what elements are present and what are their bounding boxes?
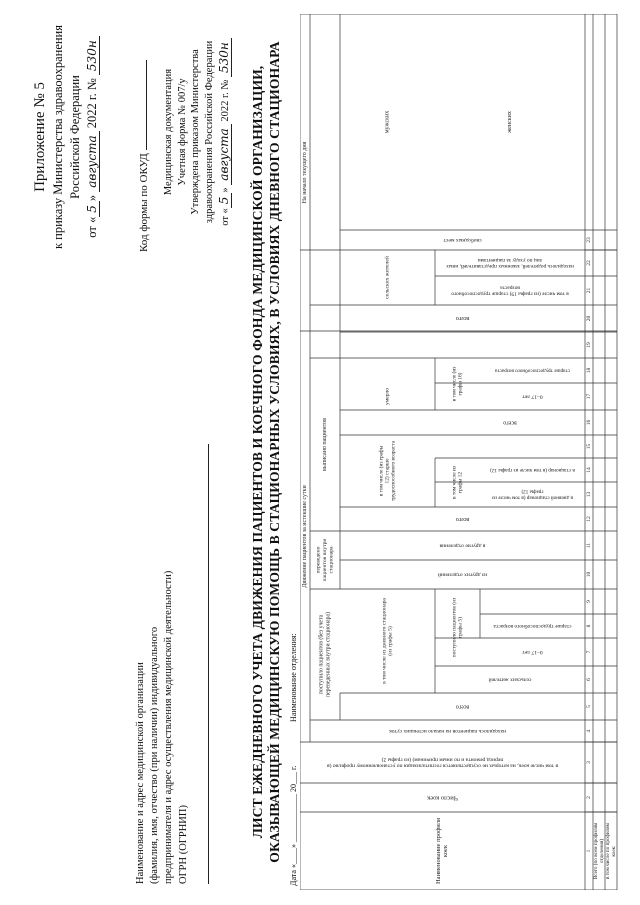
medform-day: 5 xyxy=(217,193,232,209)
header-transferred: переведенопациентов внутристационара xyxy=(315,538,335,582)
ogrn-label: ОГРН (ОГРНИП) xyxy=(177,805,189,884)
header-died-0-17: 0–17 лет xyxy=(522,393,543,400)
header-current-day: На начало текущего дня xyxy=(302,141,309,204)
column-number: 13 xyxy=(586,491,593,498)
header-current-total: всего xyxy=(455,314,470,321)
header-caretakers: находилось родителей, законных представителей, иныхлиц по уходу за пациентами xyxy=(446,256,574,269)
header-admitted-sub: поступило пациентов (изграфы 5) xyxy=(451,597,465,658)
header-free-places: свободных мест xyxy=(443,236,482,243)
form-title xyxy=(250,12,284,892)
form-sheet xyxy=(12,12,627,892)
movement-table xyxy=(300,14,620,890)
header-died-older: старше трудоспособного возраста xyxy=(494,367,571,374)
column-number: 5 xyxy=(586,705,593,708)
appendix-month: августа xyxy=(85,131,100,191)
org-fill-line[interactable] xyxy=(194,444,209,884)
header-discharged: выписано пациентов xyxy=(322,418,329,471)
column-number: 19 xyxy=(586,342,593,348)
column-number: 23 xyxy=(586,237,593,243)
column-number: 1 xyxy=(586,849,593,853)
medform-date-line: от «5» августа 2022 г. № 530н xyxy=(217,17,233,247)
header-beds-unavailable: в том числе коек, на которых не осуществляется госпитализация по установленному профилю (впериод ремонта и по иным причинам) (из графы 2) xyxy=(326,755,559,769)
organization-block xyxy=(134,444,209,884)
header-discharged-day: в дневной стационар (в том числе изграфы 12) xyxy=(492,488,573,501)
column-number: 22 xyxy=(586,260,593,266)
header-at-start: находилось пациентов на начало истекших суток xyxy=(388,727,507,734)
column-number: 11 xyxy=(586,542,593,549)
medform-month: августа xyxy=(217,124,232,184)
header-profile: Наименование профилякоек xyxy=(435,817,450,885)
header-discharged-hospital: в стационар (в том числе из графы 12) xyxy=(490,466,575,473)
header-from-day-hospital: в том числе из дневного стационара(из графы 5) xyxy=(381,598,395,684)
medform-order-number: 530н xyxy=(217,38,232,77)
column-number: 3 xyxy=(586,761,593,764)
org-name-label: Наименование и адрес медицинской организации xyxy=(135,662,146,884)
column-number: 20 xyxy=(586,315,593,322)
header-from-other: из других отделений xyxy=(437,571,488,578)
row-total: Всего (по всем профилямотделения) xyxy=(593,822,606,880)
header-to-other: в другие отделения xyxy=(439,542,486,549)
header-discharged-older: в том числе (из графы12) старшетрудоспособного возраста xyxy=(378,440,397,502)
column-number: 15 xyxy=(586,443,593,450)
header-died-sub: в том числе (изграфы 16) xyxy=(451,366,464,402)
header-0-17: 0–17 лет xyxy=(522,648,543,655)
column-number: 10 xyxy=(586,571,593,578)
department-line: Наименование отделения: xyxy=(289,633,298,722)
row-by-profile: в том числе по профилямкоек: xyxy=(605,823,618,879)
column-number: 9 xyxy=(586,600,593,603)
header-admitted: поступило пациентов (без учетапереведенных внутри стационара) xyxy=(318,611,332,698)
title-line-2: ОКАЗЫВАЮЩЕЙ МЕДИЦИНСКУЮ ПОМОЩЬ В СТАЦИОНАРНЫХ УСЛОВИЯХ, В УСЛОВИЯХ ДНЕВНОГО СТАЦИОНАРА xyxy=(266,41,282,863)
header-discharged-total: всего xyxy=(455,515,470,522)
header-beds: Число коек xyxy=(427,794,458,802)
header-admitted-total: всего xyxy=(455,703,470,710)
header-movement: Движение пациентов за истекшие сутки xyxy=(302,485,309,588)
column-number: 12 xyxy=(586,516,593,522)
column-number: 18 xyxy=(586,367,593,374)
date-line: Дата «____» ____________ 20___ г. xyxy=(289,765,298,886)
column-number: 21 xyxy=(586,287,593,294)
header-men: мужских xyxy=(384,110,391,134)
column-number: 2 xyxy=(586,796,593,799)
okud-line xyxy=(138,17,150,252)
medform-line-3: Утверждена приказом Министерства xyxy=(190,49,202,215)
header-rural: сельских жителей xyxy=(488,676,532,683)
medform-line-1: Медицинская документация xyxy=(163,68,174,196)
appendix-number: Приложение № 5 xyxy=(32,82,48,192)
header-current-rural: сельских жителей xyxy=(384,256,391,299)
medform-line-2: Учетная форма № 007/у xyxy=(176,78,188,186)
column-number: 7 xyxy=(586,650,593,654)
header-died: умерло xyxy=(384,387,391,406)
medical-form-block xyxy=(162,17,232,247)
okud-label: Код формы по ОКУД xyxy=(138,153,150,252)
column-number: 16 xyxy=(586,419,593,426)
org-name-hint-1: (фамилия, имя, отчество (при наличии) индивидуального xyxy=(149,626,161,884)
medform-line-4: здравоохранения Российской Федерации xyxy=(203,40,215,224)
header-current-older: в том числе (из графы 19) старше трудоспособноговозраста xyxy=(451,284,569,297)
column-number: 6 xyxy=(586,678,593,681)
header-died-total: всего xyxy=(503,419,517,426)
title-line-1: ЛИСТ ЕЖЕДНЕВНОГО УЧЕТА ДВИЖЕНИЯ ПАЦИЕНТОВ И КОЕЧНОГО ФОНДА МЕДИЦИНСКОЙ ОРГАНИЗАЦИИ, xyxy=(250,65,265,839)
column-number: 14 xyxy=(586,467,593,473)
column-number: 4 xyxy=(586,729,593,733)
okud-field[interactable] xyxy=(146,60,147,150)
appendix-block xyxy=(30,22,101,252)
column-number: 8 xyxy=(586,624,593,628)
appendix-order-line: к приказу Министерства здравоохранения xyxy=(51,25,66,250)
appendix-day: 5 xyxy=(85,201,100,217)
appendix-order-number: 530н xyxy=(85,36,100,75)
column-number: 17 xyxy=(586,393,593,400)
appendix-date-line: от «5» августа 2022 г. № 530н xyxy=(84,22,101,252)
org-name-hint-2: предпринимателя и адрес осуществления медицинской деятельности) xyxy=(163,570,175,884)
header-discharged-sub: в том числе изграфы 12 xyxy=(451,466,464,499)
header-women: женских xyxy=(507,111,514,133)
header-older-admitted: старше трудоспособного возраста xyxy=(493,622,572,629)
appendix-ministry-line: Российской Федерации xyxy=(68,75,83,199)
